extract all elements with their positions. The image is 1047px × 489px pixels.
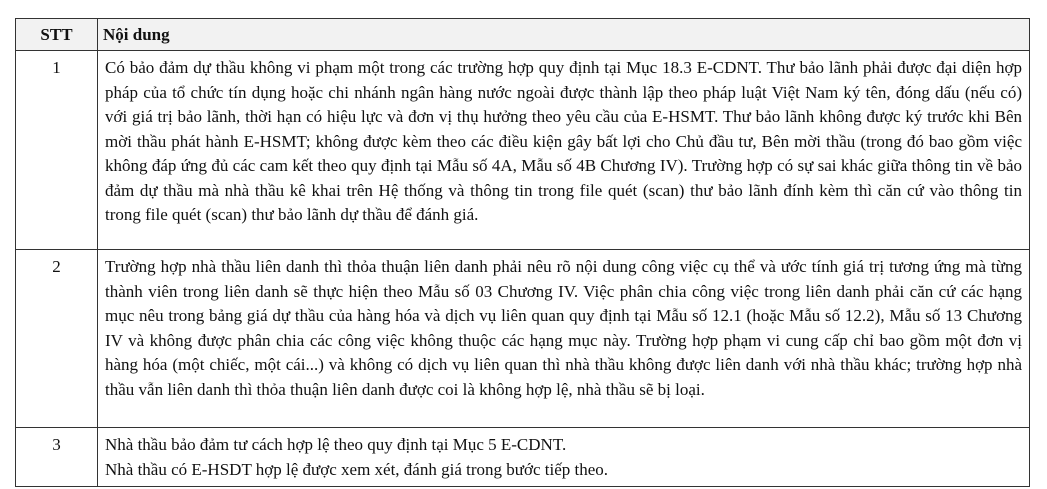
row-1-stt: 1 — [16, 51, 98, 250]
criteria-table — [15, 18, 1030, 487]
table-row — [16, 250, 1030, 428]
table-header — [16, 19, 1030, 51]
header-content: Nội dung — [98, 19, 1030, 51]
header-stt: STT — [16, 19, 98, 51]
row-1-content: Có bảo đảm dự thầu không vi phạm một trong các trường hợp quy định tại Mục 18.3 E-CDNT. Thư bảo lãnh phải được đại diện hợp pháp của tổ chức tín dụng hoặc chi nhánh ngân hàng nước ngoài được thành lập theo pháp luật Việt Nam ký tên, đóng dấu (nếu có) với giá trị bảo lãnh, thời hạn có hiệu lực và đơn vị thụ hưởng theo yêu cầu của E-HSMT. Thư bảo lãnh không được ký trước khi Bên mời thầu phát hành E-HSMT; không được kèm theo các điều kiện gây bất lợi cho Chủ đầu tư, Bên mời thầu (trong đó bao gồm việc không đáp ứng đủ các cam kết theo quy định tại Mẫu số 4A, Mẫu số 4B Chương IV). Trường hợp có sự sai khác giữa thông tin về bảo đảm dự thầu mà nhà thầu kê khai trên Hệ thống và thông tin trong file quét (scan) thư bảo lãnh đính kèm thì căn cứ vào thông tin trong file quét (scan) thư bảo lãnh dự thầu để đánh giá. — [98, 51, 1030, 250]
row-3-line-1: Nhà thầu bảo đảm tư cách hợp lệ theo quy định tại Mục 5 E-CDNT. — [105, 435, 567, 454]
table-row — [16, 51, 1030, 250]
row-2-content: Trường hợp nhà thầu liên danh thì thỏa thuận liên danh phải nêu rõ nội dung công việc cụ thể và ước tính giá trị tương ứng mà từng thành viên trong liên danh sẽ thực hiện theo Mẫu số 03 Chương IV. Việc phân chia công việc trong liên danh phải căn cứ các hạng mục nêu trong bảng giá dự thầu của hàng hóa và dịch vụ liên quan quy định tại Mẫu số 12.1 (hoặc Mẫu số 12.2), Mẫu số 13 Chương IV và không được phân chia các công việc không thuộc các hạng mục này. Trường hợp phạm vi cung cấp chỉ bao gồm một đơn vị hàng hóa (một chiếc, một cái...) và không có dịch vụ liên quan thì nhà thầu không được liên danh với nhà thầu khác; trường hợp nhà thầu vẫn liên danh thì thỏa thuận liên danh được coi là không hợp lệ, nhà thầu sẽ bị loại. — [98, 250, 1030, 428]
row-3-line-2: Nhà thầu có E-HSDT hợp lệ được xem xét, đánh giá trong bước tiếp theo. — [105, 459, 609, 479]
table-row — [16, 428, 1030, 487]
row-2-stt: 2 — [16, 250, 98, 428]
row-3-stt: 3 — [16, 428, 98, 487]
row-3-content — [98, 428, 1030, 487]
header-row — [16, 19, 1030, 51]
table-body — [16, 51, 1030, 487]
